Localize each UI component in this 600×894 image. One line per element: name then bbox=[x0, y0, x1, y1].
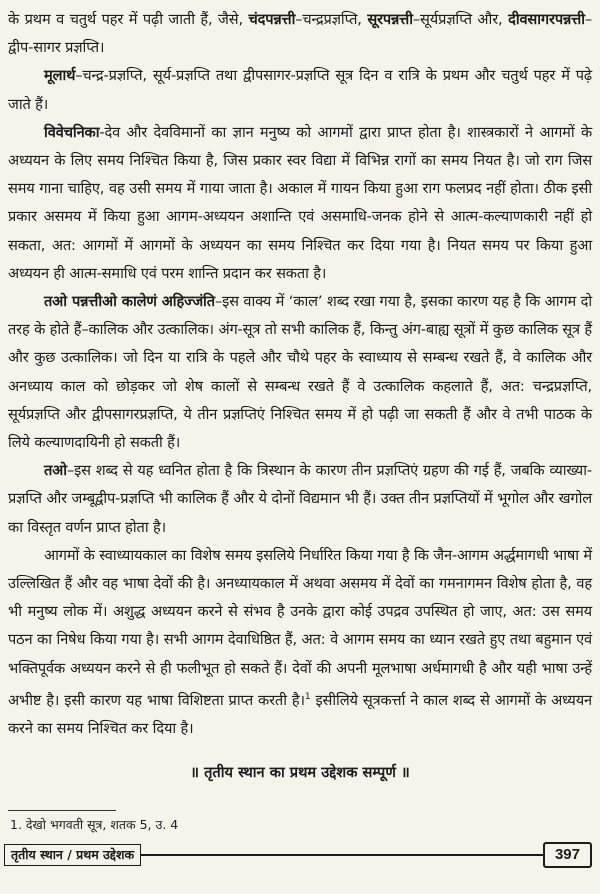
paragraph bbox=[8, 288, 592, 457]
footnote: 1. देखो भगवती सूत्र, शतक 5, उ. 4 bbox=[10, 817, 179, 832]
text-run: -देव और देवविमानों का ज्ञान मनुष्य को आगमों द्वारा प्राप्त होता है। शास्त्रकारों ने आगमों के अध्ययन के लिए समय निश्चित किया है, जिस प्रकार स्वर विद्या में विभिन्न रागों का समय नियत है। जो राग जिस समय गाना चाहिए, वह उसी समय में गाया जाता है। अकाल में गायन किया हुआ राग फलप्रद नहीं होता। ठीक इसी प्रकार असमय में किया हुआ आगम-अध्ययन अशान्ति एवं असमाधि-जनक होने से आत्म-कल्याणकारी नहीं हो सकता, अत: आगमों में आगमों के अध्ययन का समय निश्चित कर दिया गया है। नियत समय पर किया हुआ अध्ययन ही आत्म-समाधि एवं परम शान्ति प्रदान कर सकता है। bbox=[8, 123, 592, 282]
page-number: 397 bbox=[543, 842, 592, 868]
paragraph bbox=[8, 6, 592, 62]
text-run: के प्रथम व चतुर्थ पहर में पढ़ी जाती हैं, जैसे, bbox=[8, 11, 249, 28]
bold-term: सूरपन्नत्ती bbox=[367, 11, 413, 28]
bold-term: मूलार्थ bbox=[44, 67, 76, 85]
bold-term: तओ पन्नत्तीओ कालेणं अहिज्जंति bbox=[44, 293, 215, 311]
text-run: –द्वीप-सागर प्रज्ञप्ति। bbox=[8, 11, 592, 57]
footnote-rule bbox=[8, 810, 116, 811]
text-run: –चन्द्रप्रज्ञप्ति, bbox=[295, 11, 368, 28]
page-footer bbox=[4, 844, 592, 866]
bold-term: दीवसागरपन्नत्ती bbox=[508, 11, 585, 28]
text-run: आगमों के स्वाध्यायकाल का विशेष समय इसलिये निर्धारित किया गया है कि जैन-आगम अर्द्धमागधी भाषा में उल्लिखित हैं और वह भाषा देवों की है। अनध्यायकाल में अथवा असमय में देवों का गमनागमन विशेष होता है, वह भी मनुष्य लोक में। अशुद्ध अध्ययन करने से संभव है उनके द्वारा कोई उपद्रव उपस्थित हो जाए, अत: उस समय पठन का निषेध किया गया है। सभी आगम देवाधिष्ठित हैं, अत: वे आगम समय का ध्यान रखते हुए तथा बहुमान एवं भक्तिपूर्वक अध्ययन करने से ही फलीभूत हो सकते हैं। देवों की अपनी मूलभाषा अर्धमागधी है और यही भाषा उन्हें अभीष्ट है। इसी कारण यह भाषा विशिष्टता प्राप्त करती है। bbox=[8, 546, 592, 709]
text-run: –इस शब्द से यह ध्वनित होता है कि त्रिस्थान के कारण तीन प्रज्ञप्तिएं ग्रहण की गई हैं, जबकि व्याख्या-प्रज्ञप्ति और जम्बूद्वीप-प्रज्ञप्ति भी कालिक हैं और ये दोनों विद्यमान भी हैं। उक्त तीन प्रज्ञप्तियों में भूगोल और खगोल का विस्तृत वर्णन प्राप्त होता है। bbox=[8, 462, 592, 536]
text-run: –चन्द्र-प्रज्ञप्ति, सूर्य-प्रज्ञप्ति तथा द्वीपसागर-प्रज्ञप्ति सूत्र दिन व रात्रि के प्रथम और चतुर्थ पहर में पढ़े जाते हैं। bbox=[8, 67, 592, 113]
bold-term: विवेचनिका bbox=[44, 123, 100, 141]
text-run: –इस वाक्य में ‘काल’ शब्द रखा गया है, इसका कारण यह है कि आगम दो तरह के होते हैं–कालिक और उत्कालिक। अंग-सूत्र तो सभी कालिक हैं, किन्तु अंग-बाह्य सूत्रों में कुछ कालिक सूत्र हैं और कुछ उत्कालिक। जो दिन या रात्रि के पहले और चौथे पहर के स्वाध्याय से सम्बन्ध रखते हैं, वे कालिक और अनध्याय काल को छोड़कर जो शेष कालों से सम्बन्ध रखते हैं वे उत्कालिक कहलाते हैं, अत: चन्द्रप्रज्ञप्ति, सूर्यप्रज्ञप्ति और द्वीपसागरप्रज्ञप्ति, ये तीन प्रज्ञप्तिएं निश्चित समय में हो पढ़ी जा सकती हैं और वे तभी पाठक के लिये कल्याणदायिनी हो सकती हैं। bbox=[8, 293, 593, 452]
footnote-ref: 1 bbox=[304, 691, 311, 702]
paragraph bbox=[8, 62, 592, 118]
text-run: इसीलिये सूत्रकर्त्ता ने काल शब्द से आगमों के अध्ययन करने का समय निश्चित कर दिया है। bbox=[8, 691, 593, 737]
bold-term: तओ bbox=[44, 462, 67, 480]
text-body bbox=[8, 6, 592, 743]
paragraph bbox=[8, 457, 592, 542]
paragraph bbox=[8, 542, 592, 743]
bold-term: चंदपन्नत्ती bbox=[248, 11, 296, 28]
running-footer-title: तृतीय स्थान / प्रथम उद्देशक bbox=[4, 844, 141, 866]
paragraph bbox=[8, 119, 592, 288]
section-end-heading: ॥ तृतीय स्थान का प्रथम उद्देशक सम्पूर्ण ॥ bbox=[190, 764, 410, 781]
page-body bbox=[8, 6, 592, 743]
text-run: –सूर्यप्रज्ञप्ति और, bbox=[412, 11, 509, 28]
